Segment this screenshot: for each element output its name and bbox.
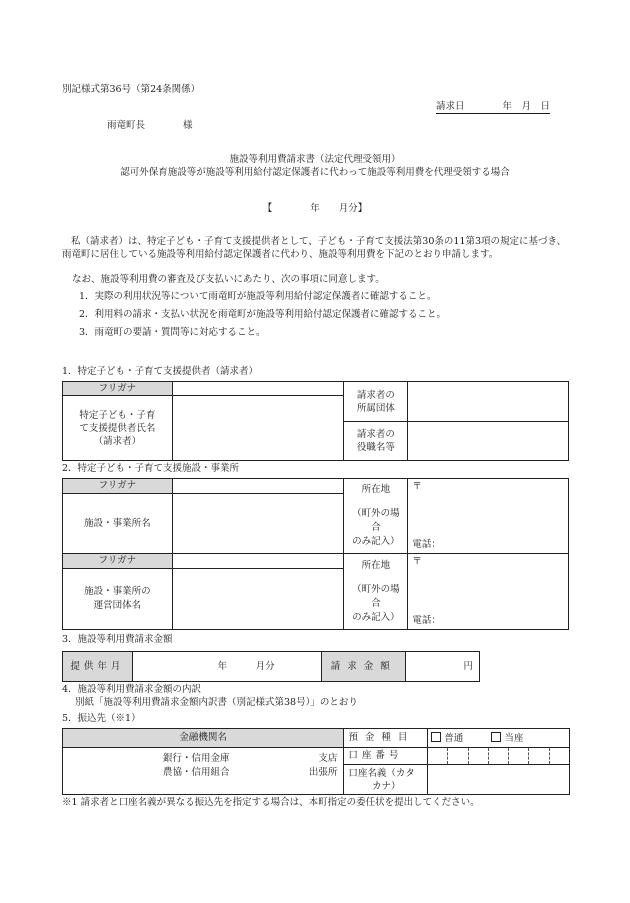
provider-name-label	[63, 396, 173, 461]
account-number-label: 口座番号	[344, 748, 428, 765]
branch-2: 出張所	[308, 767, 338, 778]
provider-title-input[interactable]	[408, 422, 569, 461]
provider-title-label-1: 請求者の	[356, 429, 395, 440]
provision-month-input[interactable]	[132, 652, 322, 682]
facility-location-label	[344, 479, 408, 554]
operator-name-label	[63, 569, 173, 630]
account-holder-label-2: カナ）	[372, 780, 401, 792]
branch-1: 支店	[318, 753, 338, 764]
intro-paragraph: 私（請求者）は、特定子ども・子育て支援提供者として、子ども・子育て支援法第30条の11第3項の規定に基づき、雨竜町に居住している施設等利用給付認定保護者に代わり、施設等利用費を下記のとおり申請します。	[62, 236, 567, 260]
facility-location-note-1: （町外の場合	[352, 508, 400, 533]
provider-org-input[interactable]	[408, 382, 569, 422]
account-holder-label-1: 口座名義（カタ	[348, 767, 415, 779]
operator-furigana-label: フリガナ	[63, 554, 173, 569]
provider-org-label-1: 請求者の	[356, 389, 395, 401]
digit-box[interactable]	[549, 748, 569, 764]
addressee: 雨竜町長 様	[107, 120, 193, 131]
title-line-2: 認可外保育施設等が施設等利用給付認定保護者に代わって施設等利用費を代理受領する場合	[120, 167, 510, 178]
section4-body: 別紙「施設等利用費請求金額内訳書（別記様式第38号）」のとおり	[75, 697, 358, 708]
current-checkbox[interactable]	[491, 732, 501, 742]
operator-phone-label: 電話：	[412, 615, 441, 627]
consent-line: なお、施設等利用費の審査及び支払いにあたり、次の事項に同意します。	[72, 274, 385, 285]
section5-heading: 5．振込先（※1）	[62, 713, 141, 724]
amount-input[interactable]	[406, 652, 480, 682]
digit-box[interactable]	[508, 748, 528, 764]
consent-item-1: 1．実際の利用状況等について雨竜町が施設等利用給付認定保護者に確認すること。	[79, 291, 437, 302]
provider-name-input[interactable]	[172, 396, 344, 461]
section3-heading: 3．施設等利用費請求金額	[62, 634, 173, 645]
operator-location-label	[344, 554, 408, 630]
operator-name-label-2: 運営団体名	[93, 600, 142, 611]
provider-table	[62, 381, 569, 461]
ordinary-checkbox[interactable]	[431, 732, 441, 742]
facility-location-label-text: 所在地	[361, 484, 391, 495]
amount-table	[62, 651, 480, 682]
digit-box[interactable]	[488, 748, 508, 764]
footnote: ※1 請求者と口座名義が異なる振込先を指定する場合は、本町指定の委任状を提出してください。	[62, 797, 480, 808]
facility-table	[62, 478, 569, 630]
account-holder-label	[344, 765, 428, 795]
provider-name-label-2: て支援提供者氏名	[79, 422, 156, 434]
provider-title-label	[344, 422, 408, 461]
section2-heading: 2．特定子ども・子育て支援施設・事業所	[62, 463, 240, 474]
operator-furigana-input[interactable]	[172, 554, 344, 569]
operator-location-note-1: （町外の場合	[352, 583, 400, 609]
provision-month-label: 提供年月	[63, 652, 133, 682]
operator-location-input[interactable]	[408, 554, 569, 630]
account-number-boxes	[428, 748, 569, 764]
deposit-type-label: 預金種目	[344, 729, 428, 748]
provider-furigana-label: フリガナ	[63, 382, 173, 396]
digit-box[interactable]	[468, 748, 488, 764]
billing-period: 【 年 月分】	[262, 203, 368, 214]
facility-name-label: 施設・事業所名	[63, 494, 173, 554]
provider-title-label-2: 役職名等	[356, 442, 395, 453]
operator-postal-mark: 〒	[412, 556, 422, 567]
bank-name-header: 金融機関名	[63, 729, 344, 748]
provision-month-value: 年 月分	[217, 660, 275, 672]
facility-location-input[interactable]	[408, 479, 569, 554]
form-id: 別記様式第36号（第24条関係）	[62, 84, 201, 95]
section4-heading: 4．施設等利用費請求金額の内訳	[62, 684, 202, 695]
bank-name-input[interactable]	[63, 748, 344, 795]
deposit-current-label: 当座	[504, 732, 524, 744]
account-holder-input[interactable]	[428, 765, 570, 795]
digit-box[interactable]	[428, 748, 447, 764]
bank-type-2: 農協・信用組合	[163, 767, 230, 778]
title-line-1: 施設等利用費請求書（法定代理受領用）	[229, 154, 401, 165]
provider-furigana-input[interactable]	[172, 382, 344, 396]
digit-box[interactable]	[447, 748, 467, 764]
account-number-input[interactable]	[428, 748, 570, 765]
provider-org-label-2: 所属団体	[356, 402, 395, 414]
request-date-text: 請求日 年 月 日	[436, 101, 551, 112]
provider-org-label	[344, 382, 408, 422]
facility-name-input[interactable]	[172, 494, 344, 554]
facility-phone-label: 電話：	[412, 539, 441, 551]
yen-unit: 円	[463, 660, 473, 672]
bank-table	[62, 728, 570, 795]
facility-location-note-2: のみ記入）	[352, 536, 400, 547]
bank-type-1: 銀行・信用金庫	[163, 753, 230, 764]
operator-name-input[interactable]	[172, 569, 344, 630]
provider-name-label-1: 特定子ども・子育	[79, 409, 156, 421]
operator-name-label-1: 施設・事業所の	[84, 586, 151, 597]
section1-heading: 1．特定子ども・子育て支援提供者（請求者）	[62, 366, 259, 377]
request-date	[436, 101, 550, 113]
deposit-type-options	[428, 729, 570, 748]
amount-label: 請求金額	[322, 652, 406, 682]
deposit-ordinary-label: 普通	[444, 732, 464, 744]
facility-furigana-label: フリガナ	[63, 479, 173, 494]
facility-furigana-input[interactable]	[172, 479, 344, 494]
operator-location-label-text: 所在地	[361, 559, 391, 571]
facility-postal-mark: 〒	[412, 481, 422, 492]
consent-item-3: 3．雨竜町の要請・質問等に対応すること。	[79, 327, 266, 338]
digit-box[interactable]	[528, 748, 548, 764]
deposit-current-option[interactable]	[491, 733, 523, 744]
provider-name-label-3: （請求者）	[93, 435, 142, 447]
deposit-ordinary-option[interactable]	[431, 733, 463, 744]
operator-location-note-2: のみ記入）	[352, 611, 400, 623]
consent-item-2: 2．利用料の請求・支払い状況を雨竜町が施設等利用給付認定保護者に確認すること。	[79, 309, 447, 320]
